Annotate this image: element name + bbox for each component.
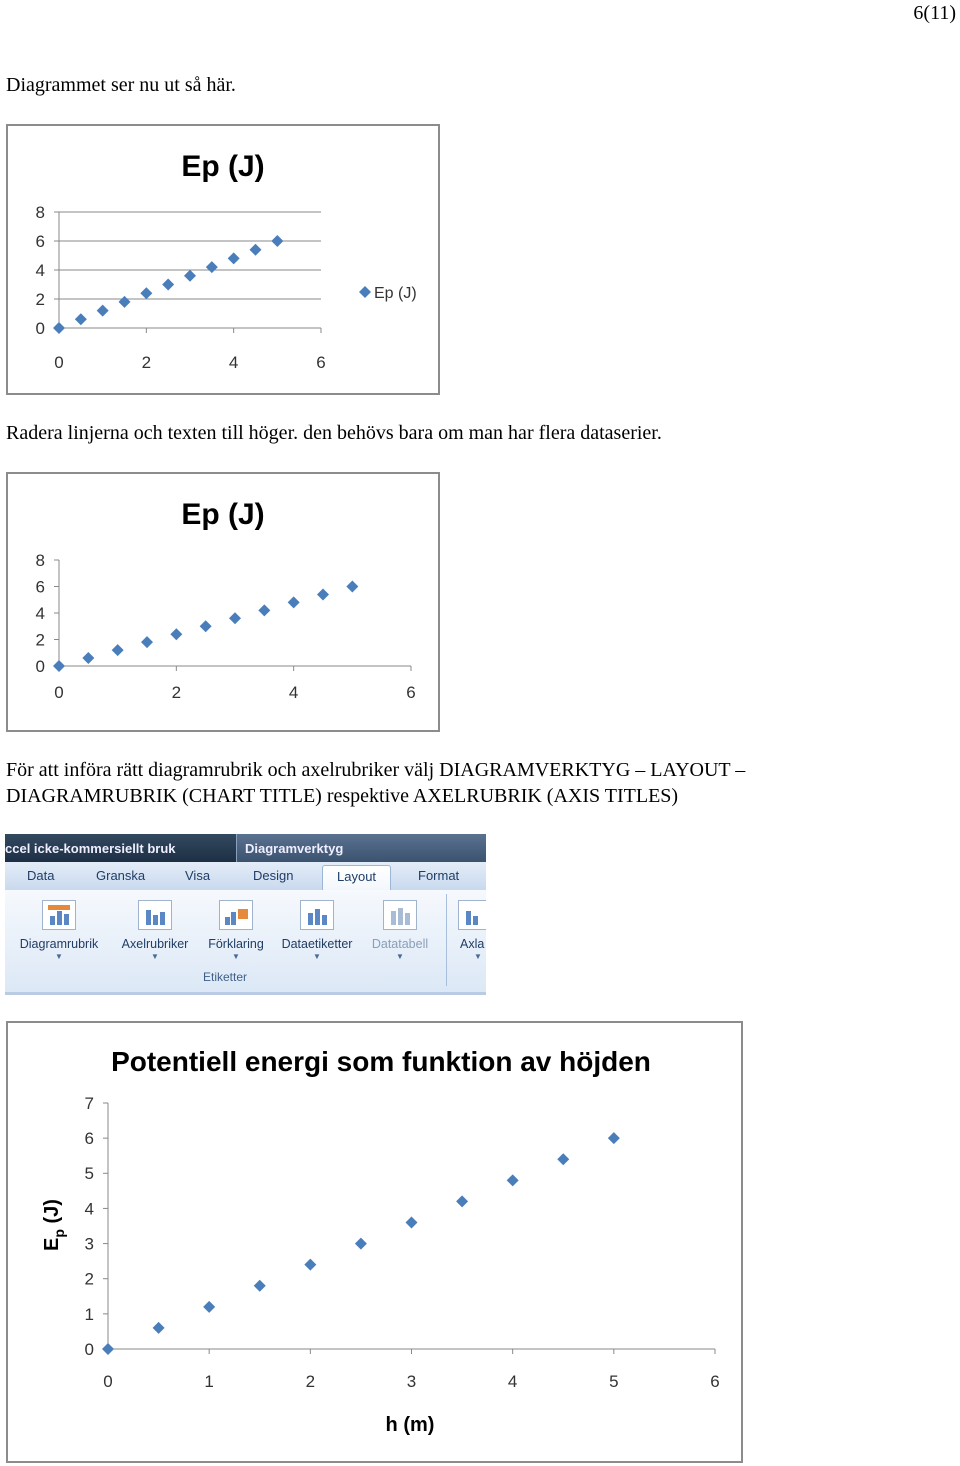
y-tick-label: 4 (35, 603, 45, 623)
chart-tools-label: Diagramverktyg (245, 841, 344, 856)
data-point (254, 1280, 266, 1292)
y-tick-label: 6 (35, 577, 45, 597)
data-point (75, 313, 87, 325)
chart-1 (8, 126, 438, 393)
chart-2-frame (6, 472, 440, 732)
x-tick-label: 4 (228, 353, 239, 372)
y-tick-label: 8 (35, 202, 45, 222)
chart-title-label: Diagramrubrik (19, 937, 99, 951)
data-point (200, 620, 212, 632)
legend-label: Förklaring (208, 937, 264, 951)
axis-titles-icon (138, 900, 172, 930)
y-tick-label: 0 (35, 318, 45, 338)
data-point (228, 252, 240, 264)
titles-paragraph-line-2: DIAGRAMRUBRIK (CHART TITLE) respektive AXELRUBRIK (AXIS TITLES) (6, 785, 679, 807)
data-labels-label: Dataetiketter (281, 937, 353, 951)
data-point (304, 1259, 316, 1271)
x-tick-label: 3 (406, 1372, 417, 1391)
chart-1-legend-label: Ep (J) (374, 285, 417, 302)
x-tick-label: 2 (141, 353, 152, 372)
data-point (288, 596, 300, 608)
data-point (346, 581, 358, 593)
chart-3-x-axis-title: h (m) (385, 1414, 435, 1436)
data-point (82, 652, 94, 664)
x-tick-label: 4 (507, 1372, 518, 1391)
y-tick-label: 1 (84, 1304, 94, 1324)
chart-title-icon (42, 900, 76, 930)
chart-1-title: Ep (J) (181, 150, 265, 183)
axes-icon (458, 900, 486, 930)
data-point (557, 1153, 569, 1165)
chart-3 (8, 1023, 741, 1461)
data-point (317, 588, 329, 600)
tab-granska[interactable]: Granska (96, 868, 146, 883)
x-tick-label: 5 (609, 1372, 619, 1391)
data-point (162, 279, 174, 291)
labels-group-label: Etiketter (202, 970, 247, 984)
y-tick-label: 0 (84, 1339, 94, 1359)
data-table-icon (383, 900, 417, 930)
chart-1-frame (6, 124, 440, 395)
legend-marker (359, 286, 371, 298)
data-point (229, 612, 241, 624)
intro-paragraph: Diagrammet ser nu ut så här. (6, 74, 236, 96)
page-number: 6(11) (913, 2, 956, 24)
excel-ribbon (5, 834, 486, 995)
chevron-down-icon: ▼ (55, 952, 63, 961)
data-point (250, 244, 262, 256)
remove-lines-paragraph: Radera linjerna och texten till höger. den behövs bara om man har flera dataserier. (6, 422, 662, 444)
data-point (355, 1238, 367, 1250)
x-tick-label: 0 (54, 353, 64, 372)
data-point (119, 296, 131, 308)
x-tick-label: 6 (316, 353, 326, 372)
x-tick-label: 6 (406, 683, 416, 702)
chart-1-legend (359, 285, 417, 302)
data-point (608, 1132, 620, 1144)
data-point (206, 261, 218, 273)
y-tick-label: 2 (84, 1269, 94, 1289)
axis-titles-label: Axelrubriker (121, 937, 189, 951)
chevron-down-icon: ▼ (151, 952, 159, 961)
chevron-down-icon: ▼ (313, 952, 321, 961)
data-point (258, 604, 270, 616)
y-tick-label: 0 (35, 656, 45, 676)
data-point (153, 1322, 165, 1334)
x-tick-label: 1 (204, 1372, 214, 1391)
ribbon-app-title: ccel icke-kommersiellt bruk (5, 841, 176, 856)
data-point (203, 1301, 215, 1313)
y-tick-label: 5 (84, 1164, 94, 1184)
tab-visa[interactable]: Visa (185, 868, 211, 883)
y-tick-label: 4 (84, 1199, 94, 1219)
data-point (271, 235, 283, 247)
data-labels-button[interactable] (272, 900, 362, 961)
axes-label: Axla (460, 937, 485, 951)
y-tick-label: 6 (35, 231, 45, 251)
y-tick-label: 3 (84, 1234, 94, 1254)
ribbon-separator (446, 894, 447, 986)
legend-icon (219, 900, 253, 930)
chevron-down-icon: ▼ (474, 952, 482, 961)
x-tick-label: 0 (54, 683, 64, 702)
chart-2 (8, 474, 438, 730)
ribbon-tabs (5, 862, 486, 890)
tab-layout[interactable]: Layout (322, 865, 391, 890)
y-tick-label: 4 (35, 260, 45, 280)
tab-data[interactable]: Data (27, 868, 55, 883)
chart-tools-header (236, 834, 486, 862)
data-labels-icon (300, 900, 334, 930)
x-tick-label: 0 (103, 1372, 113, 1391)
titles-paragraph-line-1: För att införa rätt diagramrubrik och axelrubriker välj DIAGRAMVERKTYG – LAYOUT – (6, 759, 746, 781)
y-tick-label: 6 (84, 1129, 94, 1149)
chart-title-button[interactable] (9, 900, 109, 961)
x-tick-label: 2 (305, 1372, 316, 1391)
data-point (406, 1216, 418, 1228)
chevron-down-icon: ▼ (396, 952, 404, 961)
data-point (53, 660, 65, 672)
y-tick-label: 7 (84, 1093, 94, 1113)
x-tick-label: 4 (288, 683, 299, 702)
data-table-label: Datatabell (371, 937, 429, 951)
x-tick-label: 2 (171, 683, 182, 702)
data-table-button[interactable] (362, 900, 438, 961)
y-tick-label: 2 (35, 630, 45, 650)
legend-button[interactable] (198, 900, 274, 961)
data-point (53, 322, 65, 334)
ribbon-body (5, 890, 486, 992)
chart-2-title: Ep (J) (181, 498, 265, 531)
y-tick-label: 8 (35, 550, 45, 570)
data-point (170, 628, 182, 640)
chart-3-frame (6, 1021, 743, 1463)
ribbon-title-bar (5, 834, 486, 862)
x-tick-label: 6 (710, 1372, 720, 1391)
data-point (97, 305, 109, 317)
y-tick-label: 2 (35, 289, 45, 309)
data-point (141, 636, 153, 648)
chart-3-title: Potentiell energi som funktion av höjden (111, 1046, 651, 1077)
data-point (507, 1174, 519, 1186)
chevron-down-icon: ▼ (232, 952, 240, 961)
data-point (112, 644, 124, 656)
tab-format[interactable]: Format (418, 868, 460, 883)
axes-button[interactable] (454, 900, 486, 961)
tab-design[interactable]: Design (253, 868, 294, 883)
chart-3-y-axis-title: $E_p$ (J) (41, 1199, 67, 1251)
data-point (140, 287, 152, 299)
axis-titles-button[interactable] (111, 900, 199, 961)
data-point (456, 1195, 468, 1207)
data-point (102, 1343, 114, 1355)
data-point (184, 270, 196, 282)
